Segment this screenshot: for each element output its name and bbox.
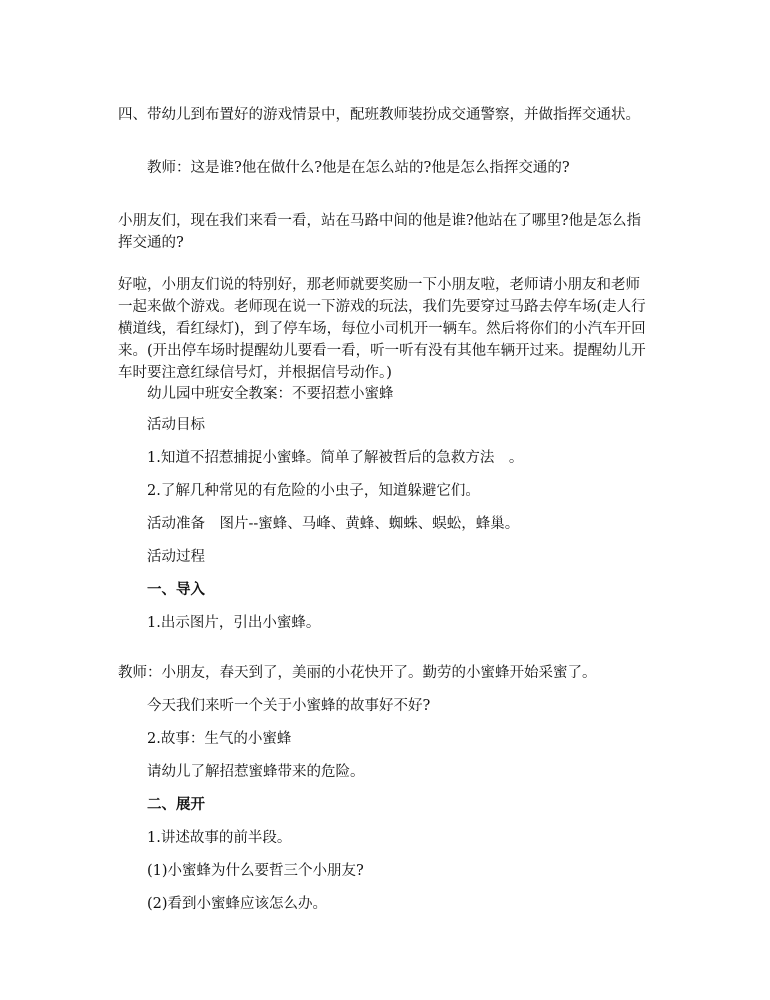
- heading-activity-process: 活动过程: [147, 549, 205, 565]
- paragraph-step-four: 四、带幼儿到布置好的游戏情景中，配班教师装扮成交通警察，并做指挥交通状。: [118, 107, 640, 123]
- heading-activity-goals: 活动目标: [147, 417, 205, 433]
- paragraph-danger: 请幼儿了解招惹蜜蜂带来的危险。: [147, 764, 365, 780]
- lesson-title: 幼儿园中班安全教案：不要招惹小蜜蜂: [147, 386, 394, 402]
- paragraph-story-question: 今天我们来听一个关于小蜜蜂的故事好不好?: [147, 698, 431, 714]
- goal-item-1: 1.知道不招惹捕捉小蜜蜂。简单了解被哲后的急救方法 。: [147, 450, 524, 466]
- heading-development: 二、展开: [147, 796, 205, 813]
- paragraph-teacher-spring: 教师：小朋友，春天到了，美丽的小花快开了。勤劳的小蜜蜂开始采蜜了。: [118, 665, 597, 681]
- paragraph-game-instructions: 好啦，小朋友们说的特别好，那老师就要奖励一下小朋友啦，老师请小朋友和老师一起来做个游戏。老师现在说一下游戏的玩法，我们先要穿过马路去停车场(走人行横道线，看红绿灯)，到了停车场，每位小司机开一辆车。然后将你们的小汽车开回来。(开出停车场时提醒幼儿要看一看，听一听有没有其他车辆开过来。提醒幼儿开车时要注意红绿信号灯，并根据信号动作。): [118, 277, 646, 381]
- development-subitem-2: (2)看到小蜜蜂应该怎么办。: [147, 896, 328, 912]
- development-item-1: 1.讲述故事的前半段。: [147, 830, 292, 846]
- development-subitem-1: (1)小蜜蜂为什么要哲三个小朋友?: [147, 863, 364, 879]
- intro-item-1: 1.出示图片，引出小蜜蜂。: [147, 615, 321, 631]
- intro-item-2: 2.故事：生气的小蜜蜂: [147, 731, 292, 747]
- heading-introduction: 一、导入: [147, 581, 205, 598]
- goal-item-2: 2.了解几种常见的有危险的小虫子，知道躲避它们。: [147, 483, 480, 499]
- activity-preparation: 活动准备 图片--蜜蜂、马峰、黄蜂、蜘蛛、蜈蚣，蜂巢。: [147, 516, 520, 532]
- paragraph-children-look: 小朋友们，现在我们来看一看，站在马路中间的他是谁?他站在了哪里?他是怎么指挥交通的?: [118, 213, 642, 251]
- paragraph-teacher-question: 教师：这是谁?他在做什么?他是在怎么站的?他是怎么指挥交通的?: [147, 160, 570, 176]
